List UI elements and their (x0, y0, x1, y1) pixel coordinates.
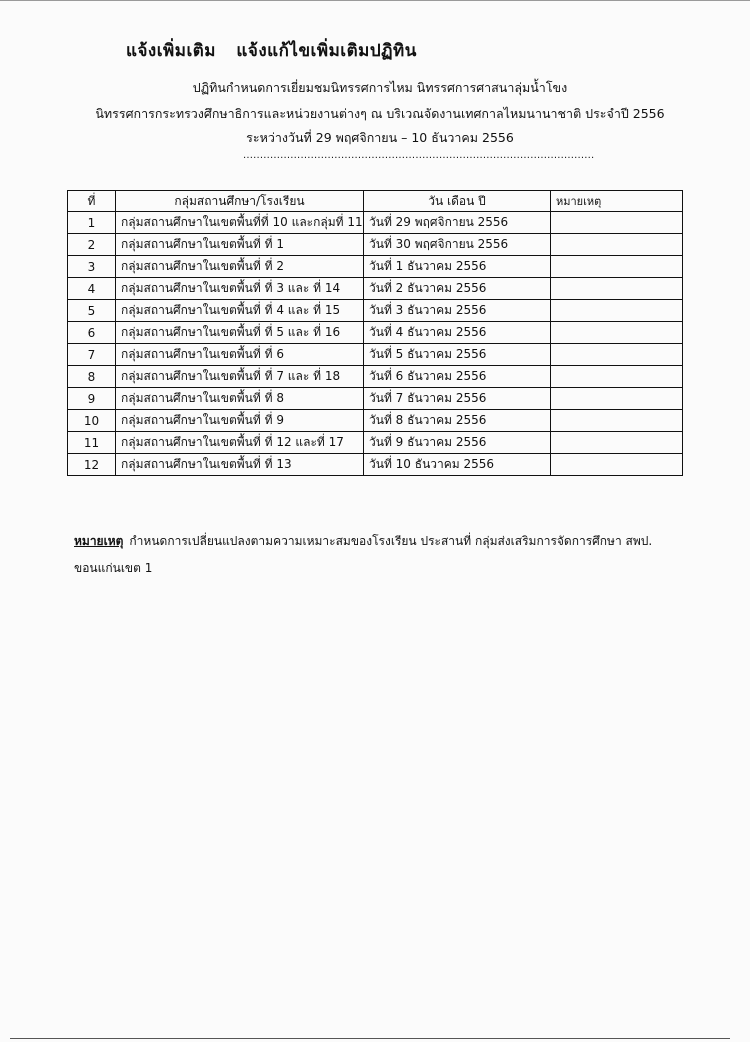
row-date: วันที่ 3 ธันวาคม 2556 (364, 300, 551, 322)
row-group: กลุ่มสถานศึกษาในเขตพื้นที่ ที่ 5 และ ที่ 16 (116, 322, 364, 344)
row-remark (551, 256, 683, 278)
top-edge-line (0, 0, 750, 1)
row-group: กลุ่มสถานศึกษาในเขตพื้นที่ ที่ 7 และ ที่ 18 (116, 366, 364, 388)
row-date: วันที่ 6 ธันวาคม 2556 (364, 366, 551, 388)
schedule-table (67, 190, 683, 476)
bottom-edge-line (10, 1038, 730, 1039)
row-group: กลุ่มสถานศึกษาในเขตพื้นที่ ที่ 3 และ ที่ 14 (116, 278, 364, 300)
row-number: 5 (68, 300, 116, 322)
row-date: วันที่ 29 พฤศจิกายน 2556 (364, 212, 551, 234)
row-number: 4 (68, 278, 116, 300)
header-remark: หมายเหตุ (551, 191, 683, 212)
stamp-left-text: แจ้งเพิ่มเติม (126, 41, 216, 61)
row-remark (551, 322, 683, 344)
footnote-text: กำหนดการเปลี่ยนแปลงตามความเหมาะสมของโรงเรียน ประสานที่ กลุ่มส่งเสริมการจัดการศึกษา สพป. (129, 534, 653, 548)
header-no: ที่ (68, 191, 116, 212)
row-date: วันที่ 4 ธันวาคม 2556 (364, 322, 551, 344)
table-row (68, 366, 683, 388)
row-date: วันที่ 7 ธันวาคม 2556 (364, 388, 551, 410)
table-row (68, 344, 683, 366)
table-row (68, 322, 683, 344)
table-row (68, 212, 683, 234)
row-remark (551, 454, 683, 476)
row-group: กลุ่มสถานศึกษาในเขตพื้นที่ ที่ 2 (116, 256, 364, 278)
row-number: 8 (68, 366, 116, 388)
header-group: กลุ่มสถานศึกษา/โรงเรียน (116, 191, 364, 212)
row-remark (551, 234, 683, 256)
row-group: กลุ่มสถานศึกษาในเขตพื้นที่ ที่ 8 (116, 388, 364, 410)
row-group: กลุ่มสถานศึกษาในเขตพื้นที่ ที่ 13 (116, 454, 364, 476)
table-row (68, 256, 683, 278)
table-row (68, 278, 683, 300)
row-group: กลุ่มสถานศึกษาในเขตพื้นที่ที่ 10 และกลุ่มที่ 11 (116, 212, 364, 234)
row-date: วันที่ 10 ธันวาคม 2556 (364, 454, 551, 476)
table-header-row (68, 191, 683, 212)
row-number: 11 (68, 432, 116, 454)
footnote-label: หมายเหตุ (74, 534, 124, 548)
document-subtitle: นิทรรศการกระทรวงศึกษาธิการและหน่วยงานต่างๆ ณ บริเวณจัดงานเทศกาลไหมนานาชาติ ประจำปี 2556 (95, 106, 665, 121)
row-date: วันที่ 9 ธันวาคม 2556 (364, 432, 551, 454)
row-group: กลุ่มสถานศึกษาในเขตพื้นที่ ที่ 4 และ ที่ 15 (116, 300, 364, 322)
header-date: วัน เดือน ปี (364, 191, 551, 212)
row-date: วันที่ 30 พฤศจิกายน 2556 (364, 234, 551, 256)
row-group: กลุ่มสถานศึกษาในเขตพื้นที่ ที่ 12 และที่ 17 (116, 432, 364, 454)
row-number: 1 (68, 212, 116, 234)
table-row (68, 454, 683, 476)
row-group: กลุ่มสถานศึกษาในเขตพื้นที่ ที่ 6 (116, 344, 364, 366)
row-remark (551, 432, 683, 454)
row-remark (551, 366, 683, 388)
document-date-range: ระหว่างวันที่ 29 พฤศจิกายน – 10 ธันวาคม 2556 (246, 130, 514, 145)
row-group: กลุ่มสถานศึกษาในเขตพื้นที่ ที่ 1 (116, 234, 364, 256)
row-number: 7 (68, 344, 116, 366)
row-number: 3 (68, 256, 116, 278)
row-number: 6 (68, 322, 116, 344)
row-number: 10 (68, 410, 116, 432)
row-remark (551, 410, 683, 432)
row-number: 2 (68, 234, 116, 256)
table-row (68, 300, 683, 322)
row-number: 12 (68, 454, 116, 476)
row-remark (551, 278, 683, 300)
row-remark (551, 388, 683, 410)
row-date: วันที่ 2 ธันวาคม 2556 (364, 278, 551, 300)
table-row (68, 410, 683, 432)
row-remark (551, 212, 683, 234)
amendment-stamp (126, 37, 431, 64)
row-date: วันที่ 5 ธันวาคม 2556 (364, 344, 551, 366)
dotted-separator: ........................................................................................................ (243, 150, 595, 161)
row-group: กลุ่มสถานศึกษาในเขตพื้นที่ ที่ 9 (116, 410, 364, 432)
table-row (68, 234, 683, 256)
row-date: วันที่ 8 ธันวาคม 2556 (364, 410, 551, 432)
stamp-right-text: แจ้งแก้ไขเพิ่มเติมปฏิทิน (236, 41, 417, 61)
footnote (74, 532, 652, 551)
document-title: ปฏิทินกำหนดการเยี่ยมชมนิทรรศการไหม นิทรรศการศาสนาลุ่มน้ำโขง (192, 80, 568, 95)
row-date: วันที่ 1 ธันวาคม 2556 (364, 256, 551, 278)
footnote-continuation: ขอนแก่นเขต 1 (74, 561, 153, 575)
row-number: 9 (68, 388, 116, 410)
table-row (68, 388, 683, 410)
row-remark (551, 344, 683, 366)
row-remark (551, 300, 683, 322)
table-row (68, 432, 683, 454)
